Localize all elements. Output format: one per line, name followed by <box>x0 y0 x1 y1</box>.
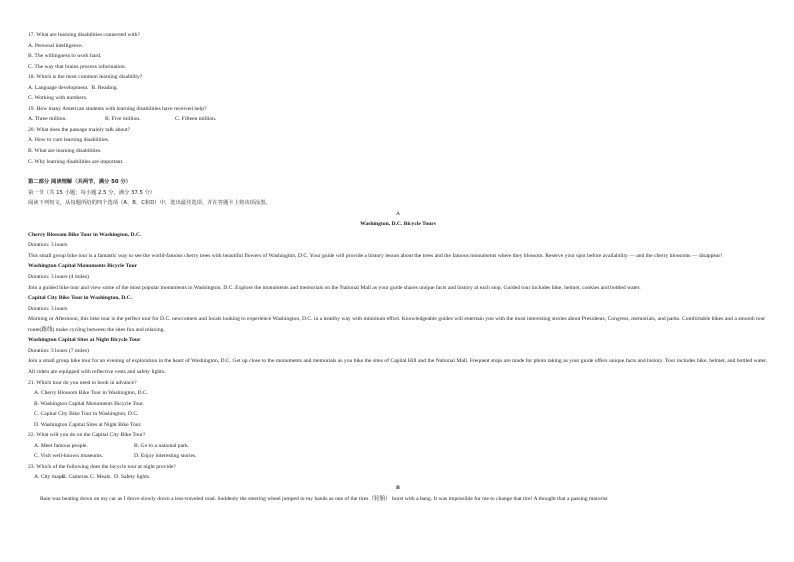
tour-2-duration: Duration: 3 hours (4 miles) <box>28 274 89 281</box>
question-17-option-c: C. The way that brains process information. <box>28 63 127 70</box>
question-23-stem: 23. Which of the following does the bicycle tour at night provide? <box>28 463 176 470</box>
tour-2-name: Washington Capital Monuments Bicycle Tour <box>28 263 138 270</box>
passage-b-letter: B <box>396 484 400 491</box>
question-18-option-a: A. Language development. <box>28 84 89 91</box>
question-19-stem: 19. How many American students with learning disabilities have received help? <box>28 105 207 112</box>
question-22-options-row-1 <box>28 441 768 452</box>
question-21-option-b: B. Washington Capital Monuments Bicycle Tour. <box>34 400 145 407</box>
question-17-option-b: B. The willingness to work hard. <box>28 53 102 60</box>
tour-4-name: Washington Capital Sites at Night Bicycle Tour <box>28 337 141 344</box>
tour-4-duration: Duration: 3 hours (7 miles) <box>28 347 89 354</box>
question-20-option-c: C. Why learning disabilities are important. <box>28 158 124 165</box>
question-22-option-b: B. Go to a national park. <box>134 442 190 449</box>
question-21-option-a: A. Cherry Blossom Bike Tour in Washington, D.C. <box>34 390 149 397</box>
section-subheading: 第一节（共 15 小题；每小题 2.5 分，满分 37.5 分） <box>28 189 156 196</box>
question-21-stem: 21. Which tour do you need to book in advance? <box>28 379 137 386</box>
question-19-options <box>28 114 768 125</box>
question-22-option-a: A. Meet famous people. <box>34 442 88 449</box>
question-19-option-b: B. Five million. <box>105 116 141 123</box>
question-23-option-a: A. City maps. <box>34 474 66 481</box>
tour-1-duration: Duration: 3 hours <box>28 242 68 249</box>
tour-1-name: Cherry Blossom Bike Tour in Washington, D.C. <box>28 231 142 238</box>
question-18-options <box>28 83 768 94</box>
spacer <box>28 167 768 177</box>
question-18-option-c: C. Working with numbers. <box>28 95 88 102</box>
exam-page <box>28 30 768 504</box>
question-18-stem: 18. Which is the most common learning disability? <box>28 74 143 81</box>
question-21-option-c: C. Capital City Bike Tour in Washington, D.C. <box>34 411 139 418</box>
question-19-option-c: C. Fifteen million. <box>175 116 217 123</box>
tour-1-text: This small group bike tour is a fantastic way to see the world-famous cherry trees with beautiful flowers of Washington, D.C. Your guide will provide a history lesson about the trees and the famous monuments where they blossom. Reserve your spot before availability — and the cherry blossoms — disappear! <box>28 252 723 259</box>
question-22-option-c: C. Visit well-known museums. <box>34 453 104 460</box>
tour-3-duration: Duration: 3 hours <box>28 305 68 312</box>
passage-b-first-line: Rain was beating down on my car as I drove slowly down a less-traveled road. Suddenly the steering wheel jumped in my hands as one of the tires（轮胎） burst with a bang. It was impossible for me to change that tire! A thought that a passing motorist <box>40 495 608 502</box>
tour-3-name: Capital City Bike Tour in Washington, D.C. <box>28 295 133 302</box>
question-23-options <box>28 472 768 483</box>
question-23-option-d: D. Safety lights. <box>114 474 151 481</box>
question-17-stem: 17. What are learning disabilities connected with? <box>28 32 140 38</box>
tour-3-text: Morning or Afternoon, this bike tour is the perfect tour for D.C. newcomers and locals looking to experience Washington, D.C. in a healthy way with minimum effort. Knowledgeable guides will entertain you with the most interesting stories about Presidents, Congress, memorials, and parks. Comfortable bikes and a smooth tour route(路线) make cycling between the sites fun and relaxing. <box>28 316 766 333</box>
question-20-option-b: B. What are learning disabilities. <box>28 148 102 155</box>
passage-a-title: Washington, D.C. Bicycle Tours <box>360 221 436 228</box>
question-17-option-a: A. Personal intelligence. <box>28 42 83 49</box>
question-23-option-c: C. Meals. <box>90 474 112 481</box>
tour-4-text: Join a small group bike tour for an evening of exploration in the heart of Washington, D.C. Get up close to the monuments and memorials as you bike the sites of Capital Hill and the National Mall. Frequent stops are made for photo taking as your guide offers unique facts and history. Tour includes bike, helmet, and bottled water. All riders are equipped with reflective vests and safety lights. <box>28 358 768 375</box>
tour-2-text: Join a guided bike tour and view some of the most popular monuments in Washington, D.C. Explore the monuments and memorials on the National Mall as your guide shares unique facts and history at each stop. Guided tour includes bike, helmet, cookies and bottled water. <box>28 284 641 291</box>
question-19-option-a: A. Three million. <box>28 116 67 123</box>
question-20-option-a: A. How to cure learning disabilities. <box>28 137 110 144</box>
question-22-options-row-2 <box>28 451 768 462</box>
section-heading: 第二部分 阅读理解（共两节，满分 50 分） <box>28 179 131 186</box>
question-21-option-d: D. Washington Capital Sites at Night Bike Tour. <box>34 421 142 428</box>
question-20-stem: 20. What does the passage mainly talk about? <box>28 126 131 133</box>
question-22-option-d: D. Enjoy interesting stories. <box>134 453 197 460</box>
question-18-option-b: B. Reading. <box>91 84 118 91</box>
question-22-stem: 22. What will you do on the Capital City Bike Tour? <box>28 432 146 439</box>
section-instruction: 阅读下列短文，从每题所给的四个选项（A、B、C和D）中，选出最佳选项，并在答题卡上将该项涂黑。 <box>28 200 271 207</box>
passage-a-letter: A <box>395 210 401 217</box>
question-23-option-b: B. Cameras. <box>62 474 90 481</box>
